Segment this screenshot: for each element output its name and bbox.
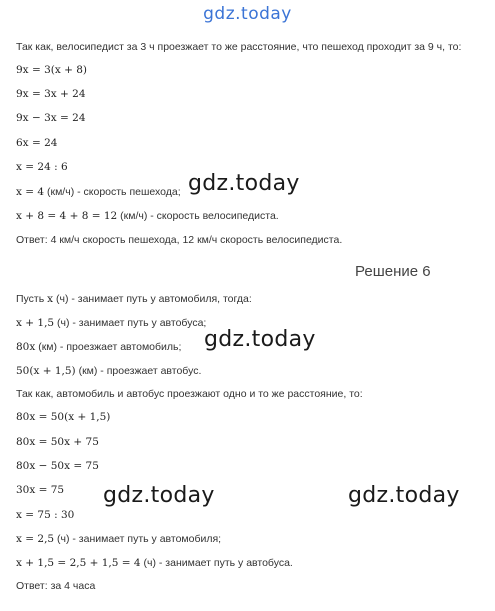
equation-math: 50(x + 1,5) — [16, 365, 76, 377]
equation-line: 6x = 24 — [16, 137, 58, 149]
equation-line: 9x = 3(x + 8) — [16, 64, 88, 76]
equation-note: (км/ч) - скорость велосипедиста. — [117, 210, 279, 222]
equation-line: 30x = 75 — [16, 484, 65, 496]
watermark: gdz.today — [204, 327, 316, 352]
result-line — [16, 556, 293, 570]
equation-math: x + 1,5 — [16, 317, 55, 329]
equation-math: x — [47, 293, 54, 305]
site-logo[interactable]: gdz.today — [203, 4, 292, 24]
result-line — [16, 209, 279, 223]
equation-math: x = 2,5 — [16, 533, 55, 545]
section-heading: Решение 6 — [355, 263, 431, 280]
watermark: gdz.today — [348, 483, 460, 508]
equation-note: (ч) - занимает путь у автобуса. — [140, 557, 293, 569]
result-line — [16, 532, 221, 546]
text-line — [16, 316, 206, 330]
equation-line: 80x − 50x = 75 — [16, 460, 99, 472]
equation-note: (км) - проезжает автобус. — [75, 365, 202, 377]
problem-statement: Так как, велосипедист за 3 ч проезжает то же расстояние, что пешеход проходит за 9 ч, то: — [16, 41, 462, 53]
answer-line: Ответ: за 4 часа — [16, 580, 96, 592]
text-part: Пусть — [16, 293, 48, 305]
equation-line: 9x − 3x = 24 — [16, 112, 86, 124]
equation-line: 80x = 50(x + 1,5) — [16, 411, 111, 423]
equation-math: 80x — [16, 341, 36, 353]
equation-math: x + 8 = 4 + 8 = 12 — [16, 210, 118, 222]
equation-note: (км) - проезжает автомобиль; — [35, 341, 182, 353]
text-line — [16, 292, 252, 306]
equation-math: x = 4 — [16, 186, 45, 198]
text-line: Так как, автомобиль и автобус проезжают одно и то же расстояние, то: — [16, 388, 363, 400]
equation-line: 9x = 3x + 24 — [16, 88, 86, 100]
equation-note: (ч) - занимает путь у автомобиля; — [54, 533, 222, 545]
text-line — [16, 364, 201, 378]
equation-line: x = 75 : 30 — [16, 509, 75, 521]
equation-note: (ч) - занимает путь у автобуса; — [54, 317, 207, 329]
answer-line: Ответ: 4 км/ч скорость пешехода, 12 км/ч скорость велосипедиста. — [16, 234, 343, 246]
text-line — [16, 340, 181, 354]
equation-line: x = 24 : 6 — [16, 161, 68, 173]
result-line — [16, 185, 181, 199]
equation-line: 80x = 50x + 75 — [16, 436, 99, 448]
equation-note: (км/ч) - скорость пешехода; — [44, 186, 181, 198]
watermark: gdz.today — [103, 483, 215, 508]
watermark: gdz.today — [188, 171, 300, 196]
text-part: (ч) - занимает путь у автомобиля, тогда: — [53, 293, 252, 305]
equation-math: x + 1,5 = 2,5 + 1,5 = 4 — [16, 557, 141, 569]
